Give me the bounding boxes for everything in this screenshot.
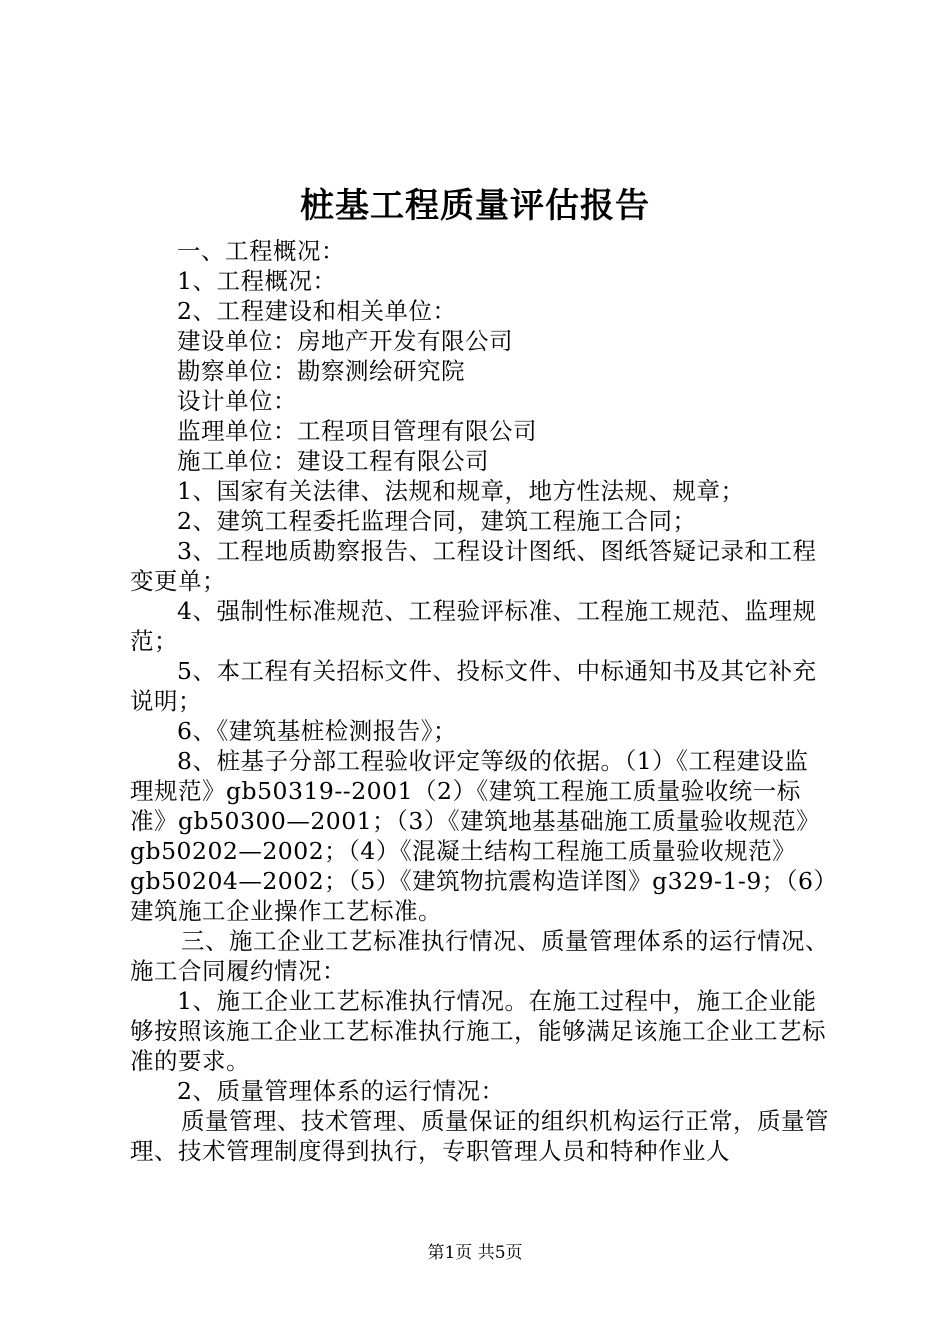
- paragraph: 一、工程概况：: [177, 237, 345, 265]
- document-title: 桩基工程质量评估报告: [300, 186, 650, 226]
- paragraph: 建设单位：房地产开发有限公司: [177, 327, 513, 355]
- paragraph: 1、工程概况：: [177, 267, 337, 295]
- page-footer: 第1页 共5页: [427, 1243, 523, 1263]
- document-body: [130, 236, 830, 1166]
- paragraph: 2、建筑工程委托监理合同，建筑工程施工合同；: [177, 507, 697, 535]
- paragraph: 6、《建筑基桩检测报告》；: [177, 717, 457, 745]
- paragraph: 三、施工企业工艺标准执行情况、质量管理体系的运行情况、施工合同履约情况：: [130, 927, 829, 985]
- paragraph: 5、本工程有关招标文件、投标文件、中标通知书及其它补充说明；: [130, 657, 817, 715]
- paragraph: 1、施工企业工艺标准执行情况。在施工过程中，施工企业能够按照该施工企业工艺标准执行施工，能够满足该施工企业工艺标准的要求。: [130, 987, 826, 1075]
- paragraph: 质量管理、技术管理、质量保证的组织机构运行正常，质量管理、技术管理制度得到执行，专职管理人员和特种作业人: [130, 1107, 829, 1165]
- paragraph: 4、强制性标准规范、工程验评标准、工程施工规范、监理规范；: [130, 597, 817, 655]
- paragraph: 2、工程建设和相关单位：: [177, 297, 457, 325]
- paragraph: 2、质量管理体系的运行情况：: [177, 1077, 505, 1105]
- paragraph: 监理单位：工程项目管理有限公司: [177, 417, 537, 445]
- paragraph: 8、桩基子分部工程验收评定等级的依据。（1）《工程建设监理规范》gb50319--2001（2）《建筑工程施工质量验收统一标准》gb50300—2001；（3）《建筑地基基础施工质量验收规范》gb50202—2002；（4）《混凝土结构工程施工质量验收规范》gb50204—2002；（5）《建筑物抗震构造详图》g329-1-9；（6）建筑施工企业操作工艺标准。: [130, 747, 826, 925]
- paragraph: 3、工程地质勘察报告、工程设计图纸、图纸答疑记录和工程变更单；: [130, 537, 817, 595]
- paragraph: 勘察单位：勘察测绘研究院: [177, 357, 465, 385]
- paragraph: 1、国家有关法律、法规和规章，地方性法规、规章；: [177, 477, 745, 505]
- paragraph: 施工单位：建设工程有限公司: [177, 447, 489, 475]
- paragraph: 设计单位：: [177, 387, 297, 415]
